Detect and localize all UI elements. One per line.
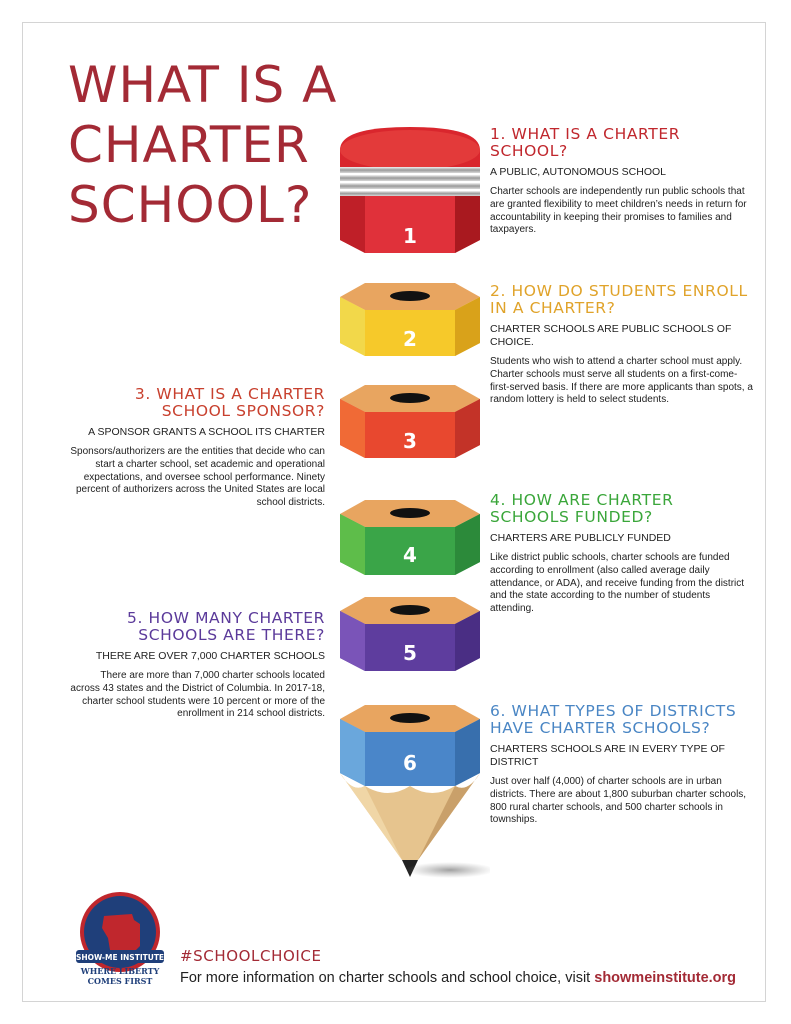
pencil-segment-6 bbox=[340, 705, 480, 877]
footer-website-link[interactable]: showmeinstitute.org bbox=[594, 970, 737, 986]
section-2-heading: 2. HOW DO STUDENTS ENROLL IN A CHARTER? bbox=[490, 282, 748, 317]
section-3-heading: 3. WHAT IS A CHARTER SCHOOL SPONSOR? bbox=[134, 385, 325, 420]
section-1 bbox=[490, 126, 755, 237]
section-6-subheading: CHARTERS SCHOOLS ARE IN EVERY TYPE OF DISTRICT bbox=[490, 743, 725, 768]
pencil-illustration bbox=[330, 125, 490, 885]
section-2-subheading: CHARTER SCHOOLS ARE PUBLIC SCHOOLS OF CHOICE. bbox=[490, 323, 732, 348]
section-4-body: Like district public schools, charter schools are funded according to enrollment (also called average daily attendance, or ADA), and receive funding from the district and the state according to the number of students attending. bbox=[490, 552, 745, 615]
segment-number-1: 1 bbox=[403, 224, 417, 248]
segment-number-6: 6 bbox=[403, 751, 417, 775]
segment-number-3: 3 bbox=[403, 429, 417, 453]
section-3-subheading: A SPONSOR GRANTS A SCHOOL ITS CHARTER bbox=[88, 426, 325, 438]
section-2-body: Students who wish to attend a charter school must apply. Charter schools must serve all students on a first-come-first-served basis. If there are more applicants than spots, a random lottery is held to select students. bbox=[490, 356, 753, 406]
section-1-heading: 1. WHAT IS A CHARTER SCHOOL? bbox=[490, 125, 681, 160]
section-5-subheading: THERE ARE OVER 7,000 CHARTER SCHOOLS bbox=[95, 650, 325, 662]
segment-number-5: 5 bbox=[403, 641, 417, 665]
section-3-body: Sponsors/authorizers are the entities that decide who can start a charter school, set academic and operational expectations, and oversee school performance. Ninety percent of authorizers across the United States are local school districts. bbox=[70, 446, 325, 509]
logo-tagline-2: COMES FIRST bbox=[87, 976, 153, 986]
section-1-body: Charter schools are independently run public schools that are granted flexibility to meet children’s needs in return for accountability in keeping their promises to families and taxpayers. bbox=[490, 186, 747, 236]
section-1-subheading: A PUBLIC, AUTONOMOUS SCHOOL bbox=[490, 166, 667, 178]
logo-name: SHOW-ME INSTITUTE bbox=[75, 953, 165, 962]
section-5 bbox=[70, 610, 325, 721]
section-3 bbox=[70, 386, 325, 510]
section-4-subheading: CHARTERS ARE PUBLICLY FUNDED bbox=[490, 532, 671, 544]
footer-hashtag: #SCHOOLCHOICE bbox=[180, 947, 322, 965]
page-title bbox=[68, 55, 368, 235]
section-6-body: Just over half (4,000) of charter schools are in urban districts. There are about 1,800 suburban charter schools, 800 rural charter schools, and 500 charter schools in townships. bbox=[490, 776, 747, 826]
title-line-2: CHARTER bbox=[68, 116, 310, 174]
section-4-heading: 4. HOW ARE CHARTER SCHOOLS FUNDED? bbox=[490, 491, 674, 526]
section-2 bbox=[490, 283, 755, 407]
title-line-1: WHAT IS A bbox=[68, 56, 338, 114]
segment-number-4: 4 bbox=[403, 543, 417, 567]
footer-info-text: For more information on charter schools and school choice, visit bbox=[180, 970, 591, 986]
title-line-3: SCHOOL? bbox=[68, 176, 313, 234]
segment-number-2: 2 bbox=[403, 327, 417, 351]
section-5-body: There are more than 7,000 charter schools located across 43 states and the District of Columbia. In 2017-18, charter school students were 10 percent or more of the enrollment in 214 school districts. bbox=[70, 670, 325, 720]
section-6-heading: 6. WHAT TYPES OF DISTRICTS HAVE CHARTER SCHOOLS? bbox=[490, 702, 737, 737]
section-5-heading: 5. HOW MANY CHARTER SCHOOLS ARE THERE? bbox=[127, 609, 325, 644]
logo-tagline-1: WHERE LIBERTY bbox=[80, 966, 160, 976]
footer-text bbox=[180, 970, 736, 986]
section-6 bbox=[490, 703, 755, 827]
show-me-institute-logo bbox=[70, 888, 170, 992]
pencil-shadow bbox=[405, 862, 490, 878]
section-4 bbox=[490, 492, 755, 616]
